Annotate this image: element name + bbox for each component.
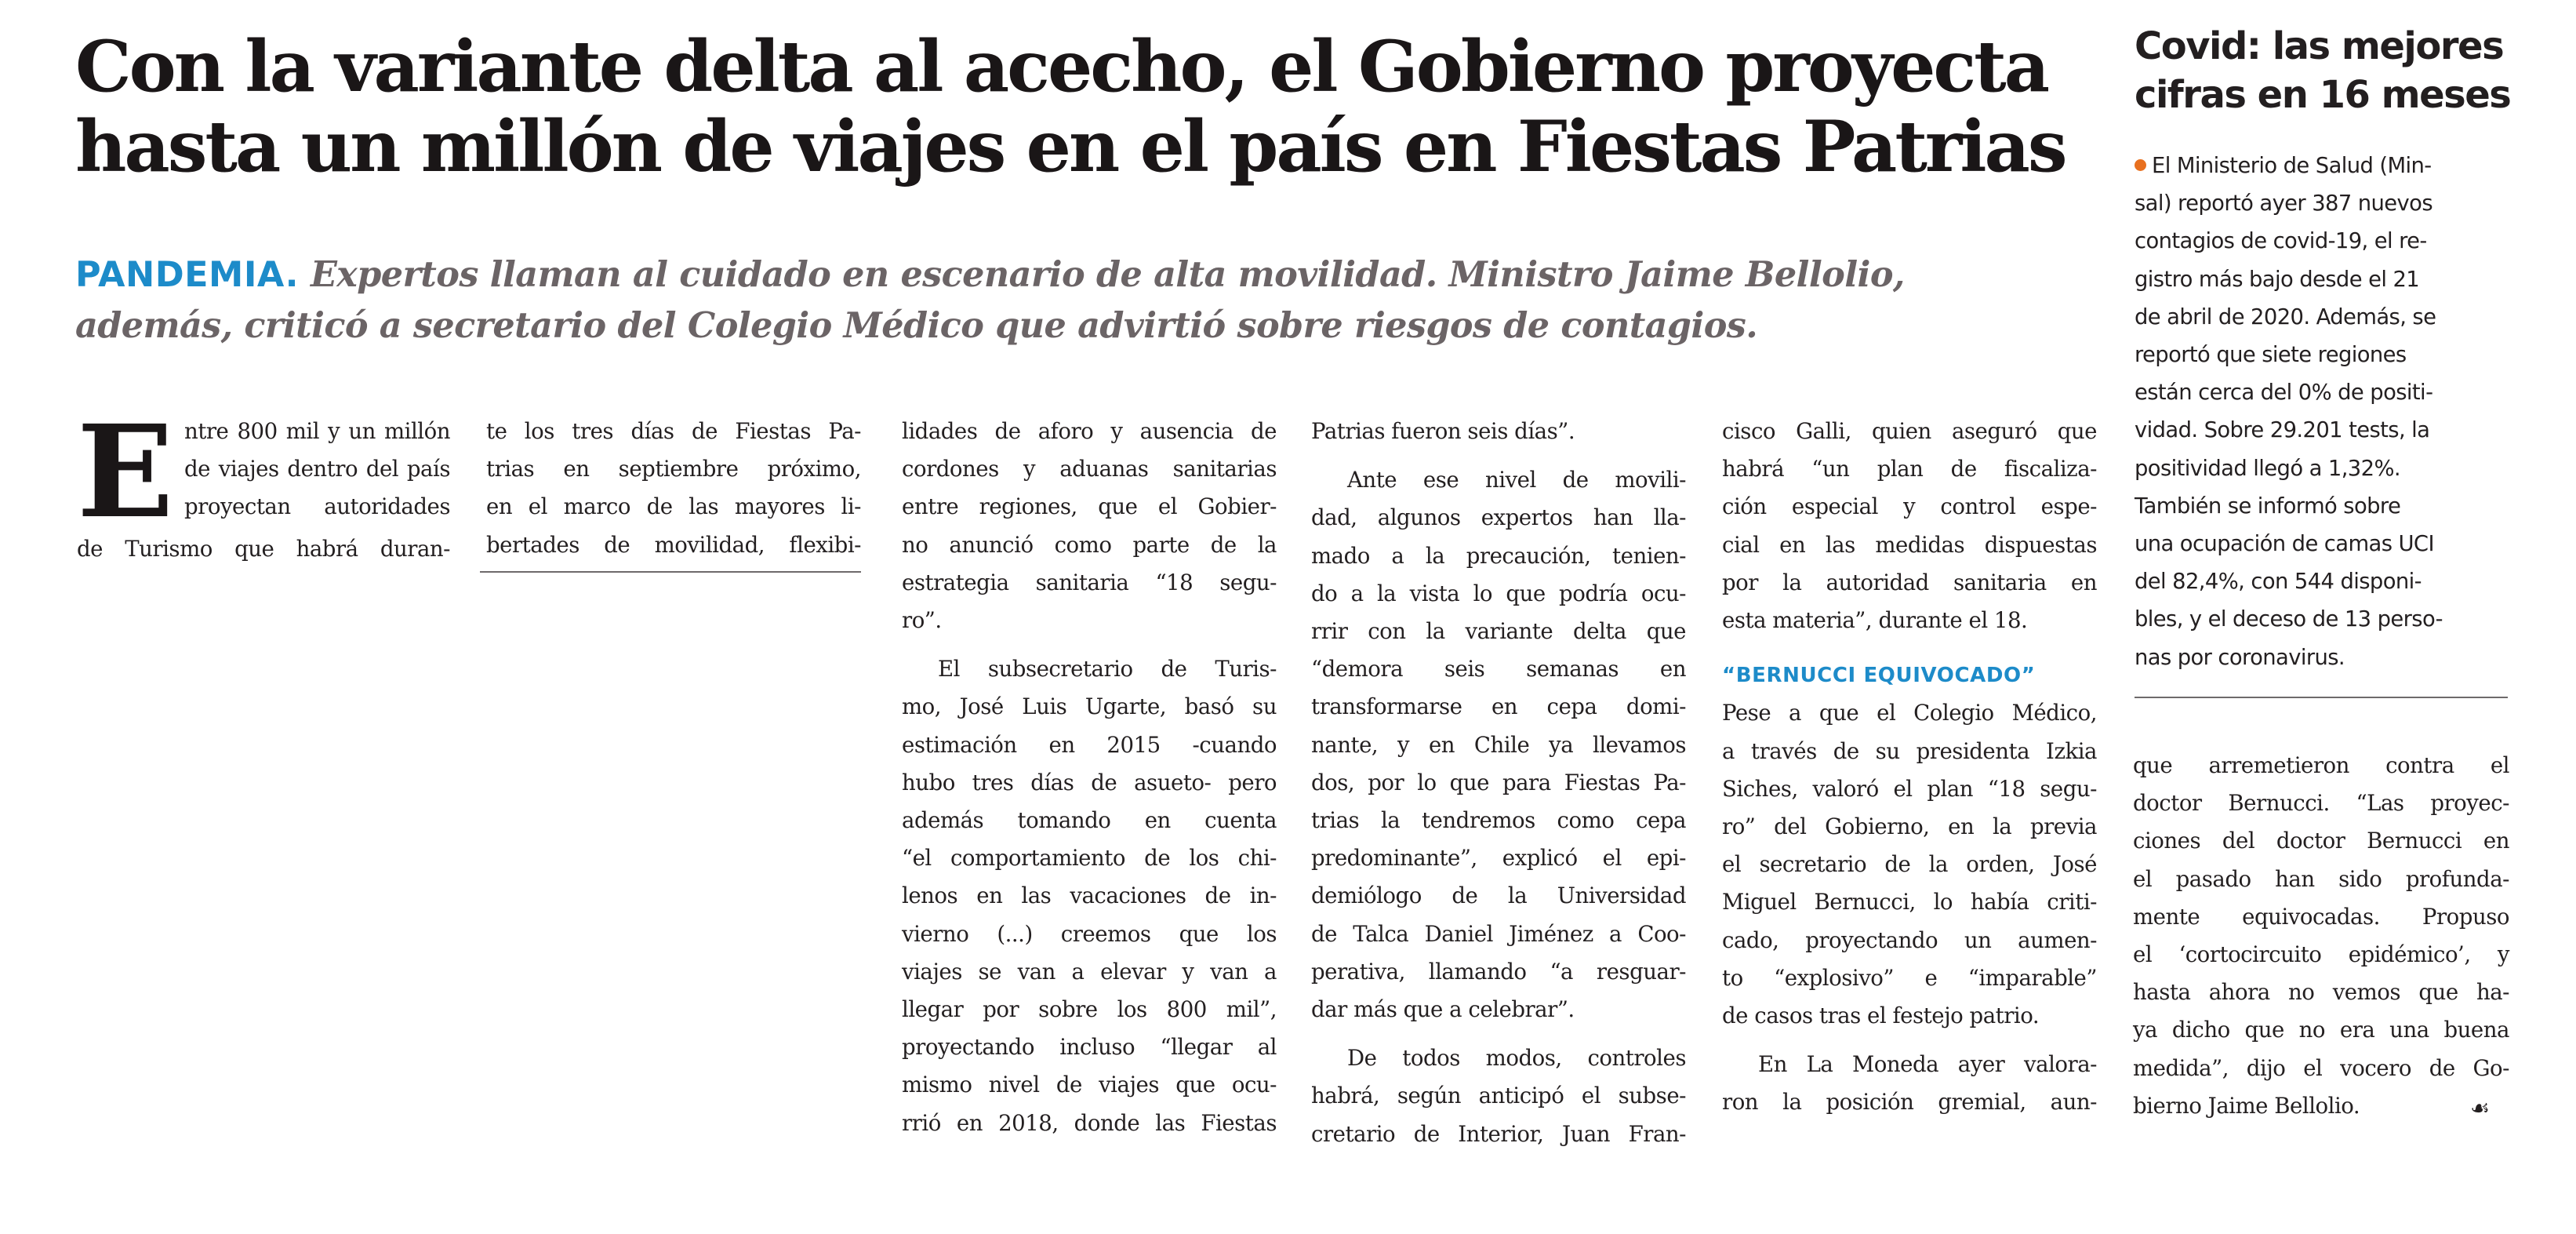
text-line: predominante”, explicó el epi- xyxy=(1311,845,1686,872)
bullet-icon xyxy=(2135,159,2146,171)
text-line: de abril de 2020. Además, se xyxy=(2135,304,2436,329)
text-line: el ‘cortocircuito epidémico’, y xyxy=(2133,941,2509,968)
sidebar-divider-rule xyxy=(2135,697,2508,698)
sidebar-body xyxy=(2135,147,2506,677)
text-line: mente equivocadas. Propuso xyxy=(2133,903,2509,930)
headline-line-2: hasta un millón de viajes en el país en Fiestas Patrias xyxy=(75,105,2066,188)
deck-line-1 xyxy=(75,249,1934,300)
text-line: cordones y aduanas sanitarias xyxy=(902,456,1277,482)
text-line: en el marco de las mayores li- xyxy=(486,493,861,520)
text-line: Pese a que el Colegio Médico, xyxy=(1722,700,2097,726)
text-line: sal) reportó ayer 387 nuevos xyxy=(2135,191,2432,217)
text-line: estimación en 2015 -cuando xyxy=(902,731,1277,758)
headline-line-1: Con la variante delta al acecho, el Gobierno proyecta xyxy=(75,25,2048,108)
sidebar-title xyxy=(2135,22,2511,119)
article-column-5 xyxy=(1722,413,2097,1122)
text-line: estrategia sanitaria “18 segu- xyxy=(902,569,1277,595)
text-line: bertades de movilidad, flexibi- xyxy=(486,531,861,558)
text-line: de viajes dentro del país xyxy=(183,456,450,482)
text-line: cretario de Interior, Juan Fran- xyxy=(1311,1120,1686,1147)
text-line: rrir con la variante delta que xyxy=(1311,618,1686,645)
deck xyxy=(75,249,1934,351)
text-line: doctor Bernucci. “Las proyec- xyxy=(2133,790,2509,817)
text-line: Patrias fueron seis días”. xyxy=(1311,418,1575,444)
text-line: dos, por lo que para Fiestas Pa- xyxy=(1311,769,1686,795)
article-column-4 xyxy=(1311,413,1686,1153)
text-line: También se informó sobre xyxy=(2135,493,2401,519)
text-line: Miguel Bernucci, lo había criti- xyxy=(1722,889,2097,915)
text-line: perativa, llamando “a resguar- xyxy=(1311,958,1686,985)
deck-text-1: Expertos llaman al cuidado en escenario de alta movilidad. Ministro Jaime Bellolio, xyxy=(310,254,1905,295)
text-line: de casos tras el festejo patrio. xyxy=(1722,1003,2040,1029)
text-line: nante, y en Chile ya llevamos xyxy=(1311,731,1686,758)
text-line: del 82,4%, con 544 disponi- xyxy=(2135,570,2422,595)
text-line: ya dicho que no era una buena xyxy=(2133,1017,2509,1043)
text-line: mismo nivel de viajes que ocu- xyxy=(902,1072,1277,1098)
text-line: positividad llegó a 1,32%. xyxy=(2135,456,2400,481)
article-column-6 xyxy=(2133,747,2509,1125)
text-line: De todos modos, controles xyxy=(1347,1045,1686,1072)
sidebar-title-line-2: cifras en 16 meses xyxy=(2135,73,2511,117)
text-line: cial en las medidas dispuestas xyxy=(1722,531,2097,558)
text-line: por la autoridad sanitaria en xyxy=(1722,569,2097,595)
text-line: cisco Galli, quien aseguró que xyxy=(1722,418,2097,444)
text-line: una ocupación de camas UCI xyxy=(2135,532,2434,557)
text-line: proyectan autoridades xyxy=(183,493,450,520)
text-line: ciones del doctor Bernucci en xyxy=(2133,828,2509,854)
text-line: mo, José Luis Ugarte, basó su xyxy=(902,693,1277,720)
article-column-3 xyxy=(902,413,1277,1142)
text-line: Siches, valoró el plan “18 segu- xyxy=(1722,775,2097,802)
text-line: bierno Jaime Bellolio. xyxy=(2133,1092,2360,1119)
text-line: mado a la precaución, tenien- xyxy=(1311,542,1686,569)
text-line: ro”. xyxy=(902,607,942,634)
column-divider-rule xyxy=(480,571,861,573)
text-line: trias la tendremos como cepa xyxy=(1311,807,1686,834)
drop-cap: E xyxy=(77,398,173,547)
text-line: vierno (...) creemos que los xyxy=(902,920,1277,947)
text-line: que arremetieron contra el xyxy=(2133,752,2509,778)
text-line: de Talca Daniel Jiménez a Coo- xyxy=(1311,920,1686,947)
text-line: esta materia”, durante el 18. xyxy=(1722,607,2028,634)
text-line: cado, proyectando un aumen- xyxy=(1722,926,2097,953)
text-line: de Turismo que habrá duran- xyxy=(77,536,450,562)
text-line: El subsecretario de Turis- xyxy=(938,656,1277,683)
text-line: transformarse en cepa domi- xyxy=(1311,693,1686,720)
text-line: el pasado han sido profunda- xyxy=(2133,865,2509,892)
text-line: habrá, según anticipó el subse- xyxy=(1311,1083,1686,1109)
text-line: entre regiones, que el Gobier- xyxy=(902,493,1277,520)
text-line: Ante ese nivel de movili- xyxy=(1347,467,1686,493)
subheading: “BERNUCCI EQUIVOCADO” xyxy=(1722,664,2036,688)
text-line: ron la posición gremial, aun- xyxy=(1722,1089,2097,1116)
text-line: a través de su presidenta Izkia xyxy=(1722,737,2097,764)
text-line: reportó que siete regiones xyxy=(2135,343,2407,368)
text-line: “demora seis semanas en xyxy=(1311,656,1686,683)
text-line: dad, algunos expertos han lla- xyxy=(1311,504,1686,531)
text-line: lenos en las vacaciones de in- xyxy=(902,883,1277,909)
text-line: ción especial y control espe- xyxy=(1722,493,2097,520)
text-line: bles, y el deceso de 13 perso- xyxy=(2135,607,2443,632)
text-line: lidades de aforo y ausencia de xyxy=(902,418,1277,444)
text-line: están cerca del 0% de positi- xyxy=(2135,380,2433,406)
text-line: no anunció como parte de la xyxy=(902,531,1277,558)
text-line: trias en septiembre próximo, xyxy=(486,456,861,482)
text-line: llegar por sobre los 800 mil”, xyxy=(902,996,1277,1023)
text-line: En La Moneda ayer valora- xyxy=(1758,1051,2097,1078)
text-line: proyectando incluso “llegar al xyxy=(902,1034,1277,1061)
text-line: además tomando en cuenta xyxy=(902,807,1277,834)
text-line: “el comportamiento de los chi- xyxy=(902,845,1277,872)
text-line: el secretario de la orden, José xyxy=(1722,851,2097,878)
text-line: do a la vista lo que podría ocu- xyxy=(1311,580,1686,606)
article-column-1 xyxy=(77,398,450,568)
text-line: te los tres días de Fiestas Pa- xyxy=(486,418,861,444)
sidebar-text: El Ministerio de Salud (Min- xyxy=(2152,154,2432,178)
text-line: hubo tres días de asueto- pero xyxy=(902,769,1277,795)
headline xyxy=(75,27,2083,187)
end-mark-icon: ☙ xyxy=(2470,1095,2491,1121)
text-line: vidad. Sobre 29.201 tests, la xyxy=(2135,418,2430,443)
text-line: viajes se van a elevar y van a xyxy=(902,958,1277,985)
deck-line-2: además, criticó a secretario del Colegio Médico que advirtió sobre riesgos de contagios. xyxy=(75,305,1758,346)
text-line: hasta ahora no vemos que ha- xyxy=(2133,979,2509,1006)
text-line: dar más que a celebrar”. xyxy=(1311,996,1575,1023)
section-tag: PANDEMIA. xyxy=(75,255,300,295)
text-line: rrió en 2018, donde las Fiestas xyxy=(902,1109,1277,1136)
text-line xyxy=(2135,147,2506,185)
article-column-2 xyxy=(486,413,861,564)
text-line: contagios de covid-19, el re- xyxy=(2135,229,2427,254)
sidebar-title-line-1: Covid: las mejores xyxy=(2135,24,2504,68)
text-line: demiólogo de la Universidad xyxy=(1311,883,1686,909)
text-line: ro” del Gobierno, en la previa xyxy=(1722,814,2097,840)
text-line: habrá “un plan de fiscaliza- xyxy=(1722,456,2097,482)
text-line: gistro más bajo desde el 21 xyxy=(2135,267,2420,292)
text-line: medida”, dijo el vocero de Go- xyxy=(2133,1054,2509,1081)
text-line: nas por coronavirus. xyxy=(2135,645,2345,670)
text-line: to “explosivo” e “imparable” xyxy=(1722,964,2097,991)
text-line: ntre 800 mil y un millón xyxy=(183,418,450,444)
